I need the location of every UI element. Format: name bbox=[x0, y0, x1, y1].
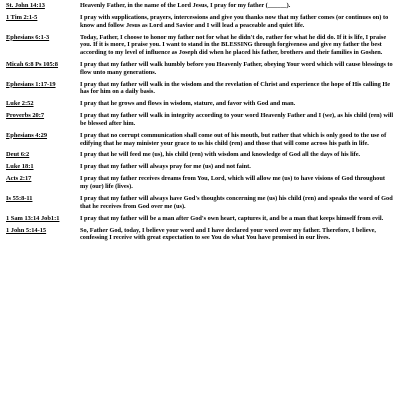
scripture-reference: Acts 2:17 bbox=[6, 175, 32, 183]
prayer-row bbox=[6, 132, 394, 148]
scripture-reference: 1 John 5:14-15 bbox=[6, 226, 47, 234]
prayer-text: I pray that he will feed me (us), his child (ren) with wisdom and knowledge of God all the days of his life. bbox=[80, 151, 361, 159]
prayer-text: So, Father God, today, I believe your word and I have declared your word over my father. Therefore, I believe, confessing I receive with great expectation to see You do what You have promised in our lives. bbox=[80, 226, 377, 242]
scripture-reference: Is 55:8-11 bbox=[6, 194, 33, 202]
prayer-text: I pray that my father will be a man after God's own heart, captures it, and be a man that keeps himself from evil. bbox=[80, 214, 384, 222]
prayer-row bbox=[6, 112, 394, 128]
scripture-reference: Luke 2:52 bbox=[6, 100, 34, 108]
prayer-row bbox=[6, 163, 394, 171]
prayer-row bbox=[6, 81, 394, 97]
prayer-text: I pray that my father will always have God's thoughts concerning me (us) his child (ren) and speaks the word of God that he receives from God over me (us). bbox=[80, 194, 393, 210]
scripture-reference: Micah 6:8 Ps 105:8 bbox=[6, 60, 59, 68]
prayer-text: I pray that he grows and flows in wisdom, stature, and favor with God and man. bbox=[80, 100, 296, 108]
scripture-reference: 1 Tim 2:1-5 bbox=[6, 14, 38, 21]
scripture-reference: Ephesians 1:17-19 bbox=[6, 80, 56, 88]
prayer-row bbox=[6, 175, 394, 191]
prayer-text: I pray with supplications, prayers, intercessions and give you thanks now that my father comes (or continues on) to know and follow Jesus as Lord and Savior and I will lead a peaceable and quiet life. bbox=[80, 14, 389, 29]
scripture-reference: Ephesians 4:29 bbox=[6, 131, 48, 139]
prayer-text: I pray that no corrupt communication shall come out of his mouth, but rather that which is only good to the use of edifying that he may minister your grace to us his child (ren) and those that will come across his path in life. bbox=[80, 131, 387, 147]
prayer-row bbox=[6, 34, 394, 57]
prayer-row bbox=[6, 2, 394, 10]
prayer-row bbox=[6, 215, 394, 223]
prayer-row bbox=[6, 14, 394, 30]
prayer-row bbox=[6, 151, 394, 159]
prayer-text: I pray that my father will walk humbly before you Heavenly Father, obeying Your word which will cause blessings to flow unto many generations. bbox=[80, 60, 393, 76]
scripture-reference: 1 Sam 13:14 Job1:1 bbox=[6, 214, 60, 222]
scripture-reference: St. John 14:13 bbox=[6, 2, 45, 9]
prayer-row bbox=[6, 195, 394, 211]
prayer-text: I pray that my father will always pray for me (us) and not faint. bbox=[80, 163, 251, 171]
prayer-text: Today, Father, I choose to honor my father not for what he didn't do, rather for what he did do. If it is life, I praise you. If it is more, I praise you. I want to stand in the BLESSING through forgiveness and give my father the best according to my level of influence as Joseph did when he placed his father, brothers and their families in Goshen. bbox=[80, 33, 387, 57]
scripture-reference: Ephesians 6:1-3 bbox=[6, 33, 50, 41]
prayer-text: I pray that my father will walk in the wisdom and the revelation of Christ and experience the hope of His calling He has for him on a daily basis. bbox=[80, 80, 391, 96]
scripture-reference: Proverbs 20:7 bbox=[6, 112, 45, 120]
scripture-reference: Luke 18:1 bbox=[6, 163, 34, 171]
prayer-text: Heavenly Father, in the name of the Lord Jesus, I pray for my father (______). bbox=[80, 2, 291, 9]
prayer-row bbox=[6, 61, 394, 77]
scripture-reference: Deut 6:2 bbox=[6, 151, 30, 159]
prayer-text: I pray that my father will walk in integrity according to your word Heavenly Father and I (we), as his child (ren) will be blessed after him. bbox=[80, 112, 394, 127]
prayer-row bbox=[6, 227, 394, 243]
prayer-row bbox=[6, 100, 394, 108]
prayer-text: I pray that my father receives dreams from You, Lord, which will allow me (us) to have visions of God throughout my (our) life (lives). bbox=[80, 175, 385, 191]
